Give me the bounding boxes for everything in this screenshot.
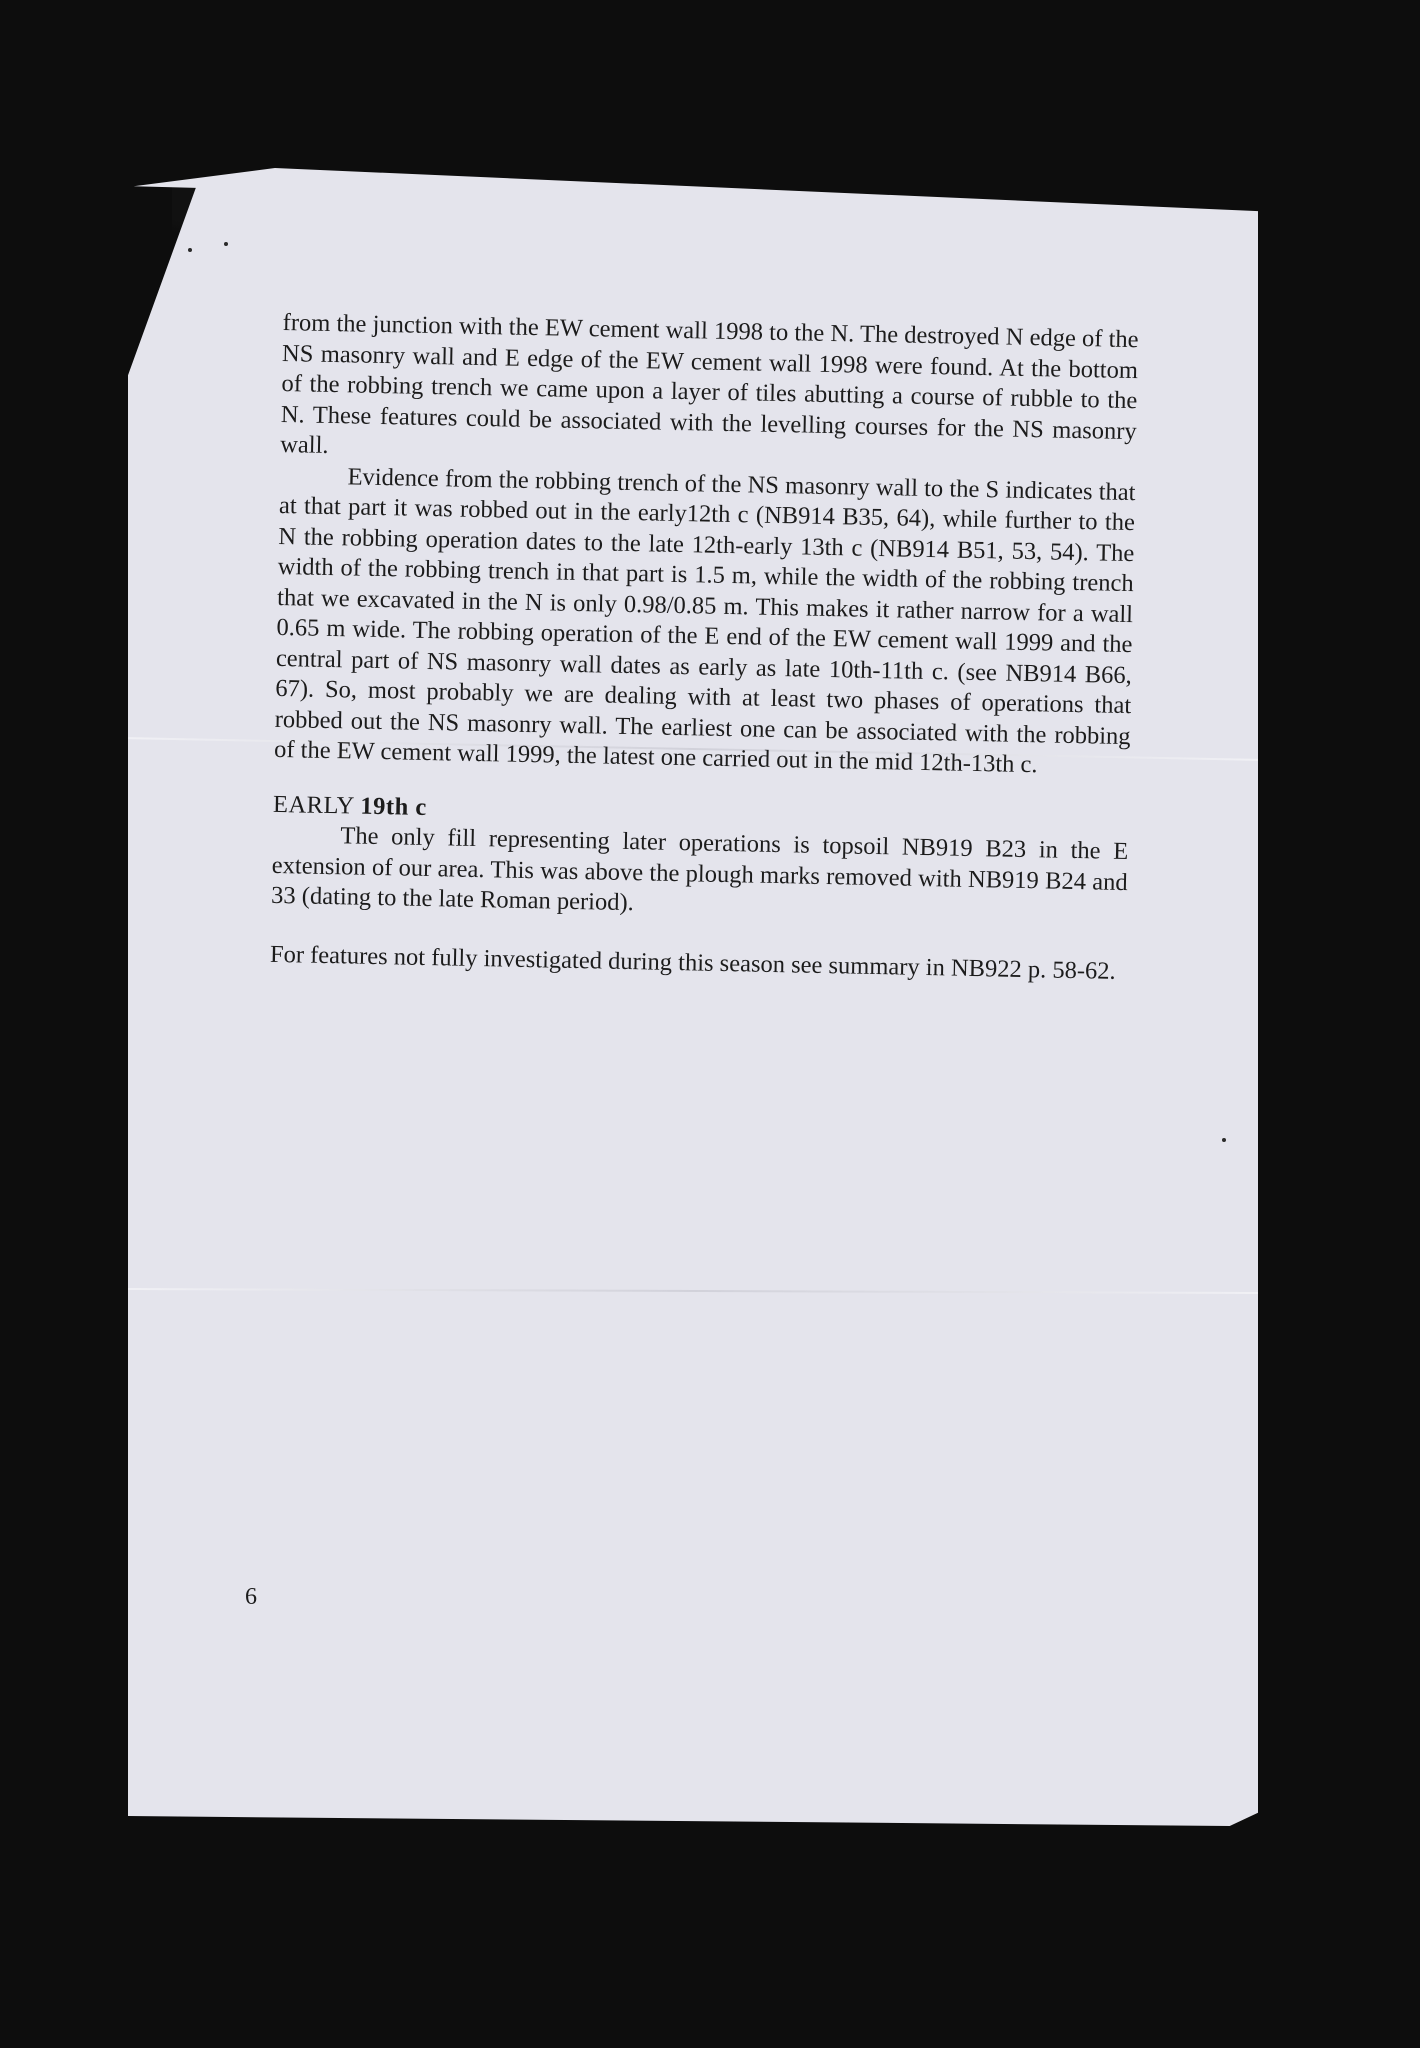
section-heading-sub: 19th c — [360, 792, 428, 821]
scan-speck — [224, 242, 228, 246]
scan-speck — [188, 248, 192, 252]
scan-speck — [1222, 1138, 1226, 1142]
body-text — [270, 308, 1139, 987]
paragraph-continuation: from the junction with the EW cement wall 1998 to the N. The destroyed N edge of the NS masonry wall and E edge of the EW cement wall 1998 were found. At the bottom of the robbing trench we came upon a layer of tiles abutting a course of rubble to the N. These features could be associated with the levelling courses for the NS masonry wall. — [279, 308, 1139, 459]
section-heading-main: EARLY — [272, 790, 361, 820]
page-number: 6 — [245, 1584, 257, 1610]
paragraph-topsoil: The only fill representing later operations is topsoil NB919 B23 in the E extension of our area. This was above the plough marks removed with NB919 B24 and 33 (dating to the late Roman period). — [270, 822, 1129, 917]
fold-crease-lower — [128, 1288, 1258, 1294]
paragraph-closing-note: For features not fully investigated during this season see summary in NB922 p. 58-62. — [269, 940, 1116, 985]
paragraph-robbing-evidence: Evidence from the robbing trench of the NS masonry wall to the S indicates that at that part it was robbed out in the early12th c (NB914 B35, 64), while further to the N the robbing operation dates to the late 12th-early 13th c (NB914 B51, 53, 54). The width of the robbing trench in that part is 1.5 m, while the width of the robbing trench that we excavated in the N is only 0.98/0.85 m. This makes it rather narrow for a wall 0.65 m wide. The robbing operation of the E end of the EW cement wall 1999 and the central part of NS masonry wall dates as early as late 10th-11th c. (see NB914 B66, 67). So, most probably we are dealing with at least two phases of operations that robbed out the NS masonry wall. The earliest one can be associated with the robbing of the EW cement wall 1999, the latest one carried out in the mid 12th-13th c. — [273, 462, 1136, 779]
